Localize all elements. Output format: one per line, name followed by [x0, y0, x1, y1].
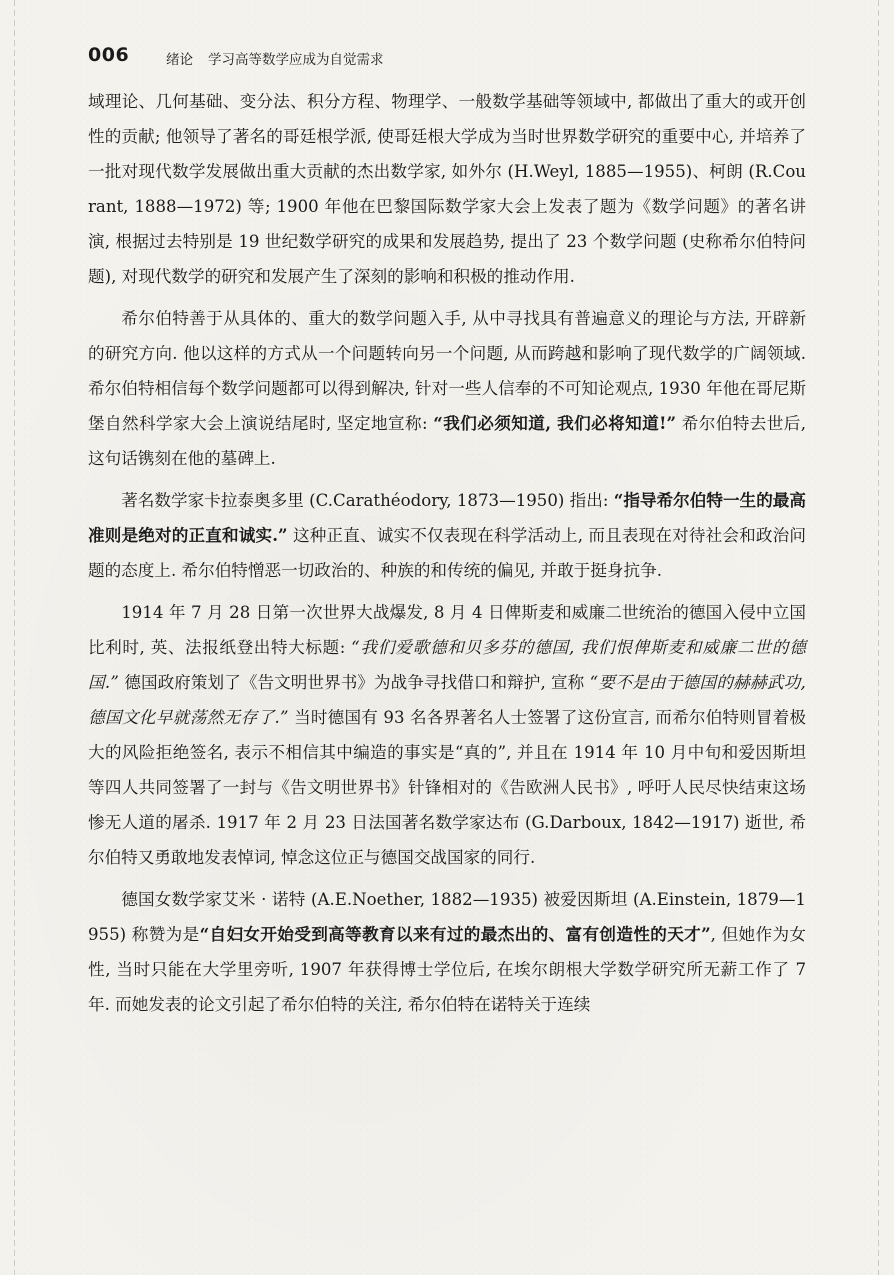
paragraph [88, 483, 806, 588]
text-run: 德国女数学家艾米 · 诺特 (A.E.Noether, 1882—1935) 被爱因斯坦 (A.Einstein, 1879—1955) 称赞为是 [88, 890, 806, 944]
paragraph [88, 301, 806, 476]
bold-quote: “指导希尔伯特一生的最高准则是绝对的正直和诚实.” [88, 490, 807, 545]
paragraph [88, 882, 806, 1022]
bold-quote: “自妇女开始受到高等教育以来有过的最杰出的、富有创造性的天才” [199, 924, 711, 944]
chapter-title: 学习高等数学应成为自觉需求 [208, 52, 384, 68]
text-run: 德国政府策划了《告文明世界书》为战争寻找借口和辩护, 宣称 [119, 673, 590, 692]
text-run: 当时德国有 93 名各界著名人士签署了这份宣言, 而希尔伯特则冒着极大的风险拒绝签名, 表示不相信其中编造的事实是“真的”, 并且在 1914 年 10 月中旬和爱因斯坦等四人共同签署了一封与《告文明世界书》针锋相对的《告欧洲人民书》, 呼吁人民尽快结束这场惨无人道的屠杀. 1917 年 2 月 23 日法国著名数学家达布 (G.Darboux, 1842—1917) 逝世, 希尔伯特又勇敢地发表悼词, 悼念这位正与德国交战国家的同行. [88, 708, 806, 867]
text-run: 著名数学家卡拉泰奥多里 (C.Carathéodory, 1873—1950) 指出: [121, 491, 614, 510]
text-run: 域理论、几何基础、变分法、积分方程、物理学、一般数学基础等领域中, 都做出了重大的或开创性的贡献; 他领导了著名的哥廷根学派, 使哥廷根大学成为当时世界数学研究的重要中心, 并培养了一批对现代数学发展做出重大贡献的杰出数学家, 如外尔 (H.Weyl, 1885—1955)、柯朗 (R.Courant, 1888—1972) 等; 1900 年他在巴黎国际数学家大会上发表了题为《数学问题》的著名讲演, 根据过去特别是 19 世纪数学研究的成果和发展趋势, 提出了 23 个数学问题 (史称希尔伯特问题), 对现代数学的研究和发展产生了深刻的影响和积极的推动作用. [88, 92, 806, 286]
chapter-label: 绪论 [166, 52, 193, 68]
scan-edge-left [14, 0, 15, 1275]
body-text [88, 84, 806, 1022]
page-header [88, 42, 808, 72]
text-run: 这种正直、诚实不仅表现在科学活动上, 而且表现在对待社会和政治问题的态度上. 希尔伯特憎恶一切政治的、种族的和传统的偏见, 并敢于挺身抗争. [88, 526, 806, 580]
paragraph [88, 84, 806, 294]
text-run: 希尔伯特善于从具体的、重大的数学问题入手, 从中寻找具有普遍意义的理论与方法, 开辟新的研究方向. 他以这样的方式从一个问题转向另一个问题, 从而跨越和影响了现代数学的广阔领域. 希尔伯特相信每个数学问题都可以得到解决, 针对一些人信奉的不可知论观点, 1930 年他在哥尼斯堡自然科学家大会上演说结尾时, 坚定地宣称: [88, 309, 806, 433]
bold-quote: “我们必须知道, 我们必将知道!” [433, 413, 677, 433]
text-run: 1914 年 7 月 28 日第一次世界大战爆发, 8 月 4 日俾斯麦和威廉二世统治的德国入侵中立国比利时, 英、法报纸登出特大标题: [88, 603, 806, 657]
text-run: , 但她作为女性, 当时只能在大学里旁听, 1907 年获得博士学位后, 在埃尔朗根大学数学研究所无薪工作了 7 年. 而她发表的论文引起了希尔伯特的关注, 希尔伯特在诺特关于连续 [88, 925, 806, 1014]
italic-quote: “我们爱歌德和贝多芬的德国, 我们恨俾斯麦和威廉二世的德国.” [88, 638, 806, 692]
italic-quote: “要不是由于德国的赫赫武功, 德国文化早就荡然无存了.” [88, 673, 807, 727]
paragraph [88, 595, 806, 875]
page-number: 006 [88, 44, 130, 66]
text-run: 希尔伯特去世后, 这句话镌刻在他的墓碑上. [88, 414, 806, 468]
scan-edge-right [878, 0, 879, 1275]
